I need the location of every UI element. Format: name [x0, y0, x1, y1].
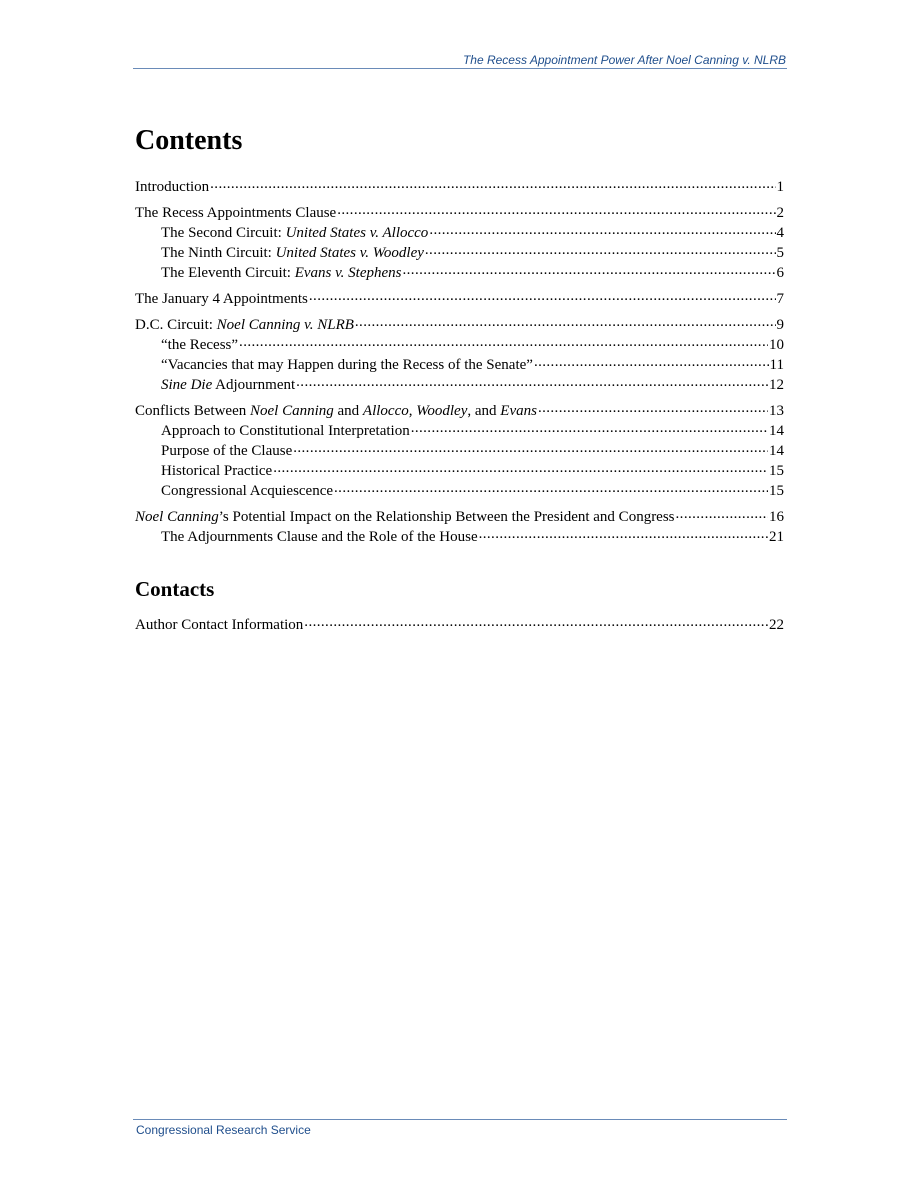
toc-page-number: 14 — [769, 423, 784, 439]
toc-entry-title-part: and — [333, 403, 363, 419]
toc-page-number: 9 — [776, 317, 784, 333]
toc-page-number: 16 — [769, 509, 784, 525]
toc-entry-title-part: Adjournment — [212, 377, 296, 393]
toc-entry-title-part: Allocco — [362, 403, 409, 419]
toc-page-number: 4 — [776, 225, 784, 241]
toc-entry-title — [135, 178, 209, 197]
toc-dot-leader — [304, 615, 768, 629]
toc-entry-title — [161, 376, 295, 395]
toc-entry[interactable] — [135, 481, 784, 501]
toc-entry-title-part: Author Contact Information — [135, 617, 304, 633]
toc-dot-leader — [293, 441, 768, 455]
toc-entry[interactable] — [135, 527, 784, 547]
toc-dot-leader — [429, 223, 775, 237]
toc-dot-leader — [538, 401, 768, 415]
toc-page-number: 11 — [769, 357, 784, 373]
toc-entry-title — [161, 224, 428, 243]
toc-entry-title-part: The Eleventh Circuit: — [161, 265, 295, 281]
contacts-heading: Contacts — [135, 577, 215, 601]
toc-entry-title — [161, 442, 292, 461]
toc-entry-title-part: Sine Die — [161, 377, 213, 393]
toc-page-number: 2 — [776, 205, 784, 221]
toc-entry-title-part: Evans — [500, 403, 537, 419]
toc-entry-title-part: Noel Canning — [135, 509, 219, 525]
toc-page-number: 5 — [776, 245, 784, 261]
toc-dot-leader — [676, 507, 768, 521]
toc-entry-title-part: “the Recess” — [161, 337, 239, 353]
toc-entry[interactable] — [135, 203, 784, 223]
toc-entry-title-part: Evans v. Stephens — [294, 265, 402, 281]
toc-entry-title-part: Noel Canning — [249, 403, 334, 419]
toc-entry-title-part: , and — [467, 403, 501, 419]
toc-page-number: 15 — [769, 483, 784, 499]
toc-entry-title — [161, 356, 533, 375]
toc-entry-title-part: Congressional Acquiescence — [161, 483, 334, 499]
toc-entry-title-part: D.C. Circuit: — [135, 317, 217, 333]
toc-entry-title — [161, 336, 238, 355]
toc-entry[interactable] — [135, 615, 784, 635]
toc-entry-title-part: Introduction — [135, 179, 210, 195]
header-divider — [133, 68, 787, 69]
footer-organization: Congressional Research Service — [136, 1123, 311, 1137]
toc-entry[interactable] — [135, 243, 784, 263]
toc-page-number: 1 — [776, 179, 784, 195]
toc-entry-title-part: United States v. Woodley — [275, 245, 424, 261]
toc-dot-leader — [411, 421, 768, 435]
toc-entry-title — [135, 402, 537, 421]
toc-dot-leader — [334, 481, 768, 495]
toc-page-number: 21 — [769, 529, 784, 545]
toc-dot-leader — [534, 355, 769, 369]
toc-entry-title-part: , — [408, 403, 417, 419]
toc-page-number: 7 — [776, 291, 784, 307]
toc-dot-leader — [239, 335, 768, 349]
toc-entry-title — [135, 204, 336, 223]
toc-page-number: 15 — [769, 463, 784, 479]
toc-entry-title — [161, 422, 410, 441]
toc-entry[interactable] — [135, 461, 784, 481]
toc-entry-title-part: Woodley — [416, 403, 468, 419]
toc-entry-title-part: ’s Potential Impact on the Relationship Between the President and Congress — [218, 509, 675, 525]
toc-entry[interactable] — [135, 421, 784, 441]
toc-page-number: 12 — [769, 377, 784, 393]
toc-entry-title-part: The January 4 Appointments — [135, 291, 308, 307]
toc-dot-leader — [273, 461, 768, 475]
toc-entry-title-part: Conflicts Between — [135, 403, 250, 419]
toc-entry-title-part: Noel Canning v. NLRB — [216, 317, 354, 333]
toc-entry-title — [135, 316, 354, 335]
toc-page-number: 14 — [769, 443, 784, 459]
toc-entry[interactable] — [135, 263, 784, 283]
toc-entry-title-part: The Ninth Circuit: — [161, 245, 276, 261]
toc-entry-title — [135, 616, 303, 635]
toc-page-number: 13 — [769, 403, 784, 419]
toc-dot-leader — [355, 315, 776, 329]
contents-heading: Contents — [135, 125, 243, 156]
contacts-list — [135, 615, 784, 635]
toc-dot-leader — [479, 527, 768, 541]
toc-entry-title-part: The Second Circuit: — [161, 225, 286, 241]
toc-entry-title-part: Approach to Constitutional Interpretation — [161, 423, 410, 439]
toc-entry-title-part: United States v. Allocco — [285, 225, 429, 241]
toc-entry-title — [135, 508, 675, 527]
toc-entry[interactable] — [135, 315, 784, 335]
toc-dot-leader — [425, 243, 776, 257]
toc-entry[interactable] — [135, 401, 784, 421]
toc-dot-leader — [296, 375, 768, 389]
toc-dot-leader — [309, 289, 776, 303]
toc-entry-title — [161, 528, 478, 547]
table-of-contents — [135, 177, 784, 547]
toc-entry-title-part: “Vacancies that may Happen during the Recess of the Senate” — [161, 357, 533, 373]
toc-page-number: 22 — [769, 617, 784, 633]
toc-page-number: 10 — [769, 337, 784, 353]
toc-entry[interactable] — [135, 375, 784, 395]
toc-entry-title-part: The Recess Appointments Clause — [135, 205, 337, 221]
toc-entry-title — [161, 244, 424, 263]
toc-entry-title — [161, 462, 272, 481]
toc-dot-leader — [337, 203, 775, 217]
toc-entry-title — [161, 482, 333, 501]
toc-dot-leader — [403, 263, 776, 277]
running-header-title: The Recess Appointment Power After Noel Canning v. NLRB — [462, 53, 786, 67]
toc-entry-title-part: The Adjournments Clause and the Role of the House — [161, 529, 478, 545]
toc-entry[interactable] — [135, 335, 784, 355]
toc-page-number: 6 — [776, 265, 784, 281]
toc-entry-title — [135, 290, 308, 309]
toc-entry[interactable] — [135, 355, 784, 375]
toc-entry-title-part: Purpose of the Clause — [161, 443, 293, 459]
toc-dot-leader — [210, 177, 775, 191]
toc-entry[interactable] — [135, 507, 784, 527]
toc-entry-title-part: Historical Practice — [161, 463, 273, 479]
toc-entry[interactable] — [135, 223, 784, 243]
toc-entry[interactable] — [135, 289, 784, 309]
toc-entry-title — [161, 264, 402, 283]
toc-entry[interactable] — [135, 177, 784, 197]
toc-entry[interactable] — [135, 441, 784, 461]
footer-divider — [133, 1119, 787, 1120]
